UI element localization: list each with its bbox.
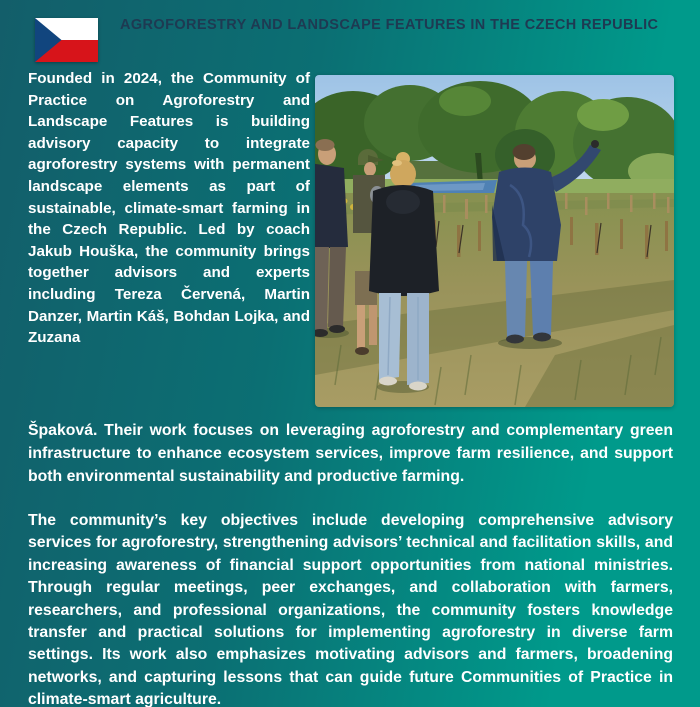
intro-paragraph-left-column: Founded in 2024, the Community of Practice on Agroforestry and Landscape Features is building advisory capacity to integrate agroforestry systems with permanent landscape elements as part of sustainable, climate-smart farming in the Czech Republic. Led by coach Jakub Houška, the community brings together advisors and experts including Tereza Červená, Martin Danzer, Martin Káš, Bohdan Lojka, and Zuzana xyxy=(28,70,310,347)
field-photo xyxy=(315,75,674,407)
page-title: AGROFORESTRY AND LANDSCAPE FEATURES IN THE CZECH REPUBLIC xyxy=(120,17,659,33)
czech-flag-icon xyxy=(35,18,98,62)
objectives-paragraph: The community’s key objectives include developing comprehensive advisory services for agroforestry, strengthening advisors’ technical and facilitation skills, and increasing awareness of financial support opportunities from national ministries. Through regular meetings, peer exchanges, and collaboration with farmers, researchers, and professional organizations, the community fosters knowledge transfer and practical solutions for implementing agroforestry in diverse farm settings. Its work also emphasizes motivating advisors and farmers, broadening networks, and capturing lessons that can guide future Communities of Practice in climate-smart agriculture. xyxy=(28,512,673,707)
intro-paragraph-continued: Špaková. Their work focuses on leveraging agroforestry and complementary green infrastructure to enhance ecosystem services, improve farm resilience, and support both environmental sustainability and productive farming. xyxy=(28,422,673,485)
